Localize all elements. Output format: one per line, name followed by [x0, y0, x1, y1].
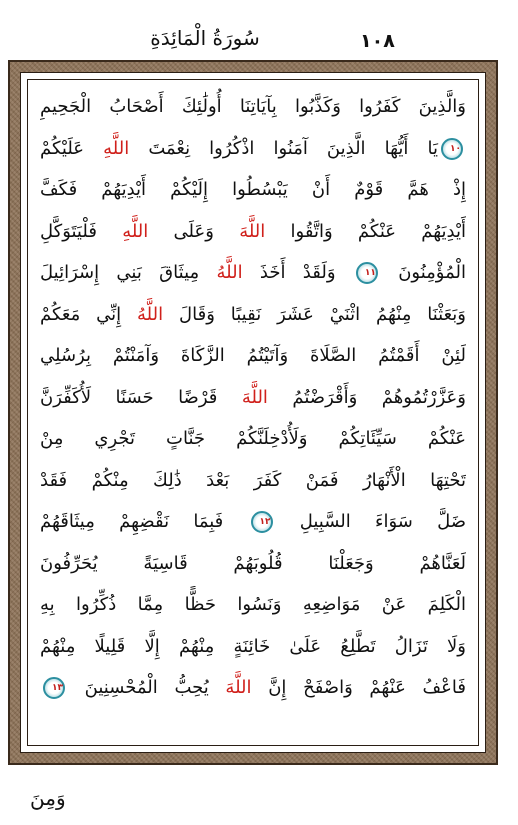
verse-line: [40, 586, 466, 624]
verse-text: فَلْيَتَوَكَّلِ: [40, 220, 123, 242]
ayah-number-marker: ١٠: [441, 138, 463, 160]
surah-title: سُورَةُ الْمَائِدَةِ: [150, 26, 260, 50]
verse-text: تَحْتِهَا الْأَنْهَارُ فَمَنْ كَفَرَ بَعْدَ ذَٰلِكَ مِنْكُمْ فَقَدْ: [40, 469, 466, 491]
verse-line: [40, 130, 466, 168]
verse-text: قَرْضًا حَسَنًا لَأُكَفِّرَنَّ: [40, 386, 242, 408]
verse-text: أَيْدِيَهُمْ عَنْكُمْ وَاتَّقُوا: [265, 220, 466, 242]
verse-text-area: [27, 79, 479, 746]
divine-name: اللَّهِ: [103, 137, 130, 159]
ayah-number-marker: ١٢: [251, 511, 273, 533]
verse-text: يُحِبُّ الْمُحْسِنِينَ: [68, 677, 226, 698]
verse-line: [40, 420, 466, 458]
verse-line: [40, 503, 466, 541]
verse-text: وَلَا تَزَالُ تَطَّلِعُ عَلَىٰ خَائِنَةٍ مِنْهُمْ إِلَّا قَلِيلًا مِنْهُمْ: [40, 635, 466, 657]
verse-text: ضَلَّ سَوَاءَ السَّبِيلِ: [275, 511, 466, 532]
text-frame: [20, 72, 486, 753]
verse-line: [40, 171, 466, 209]
verse-text: وَلَقَدْ أَخَذَ: [242, 262, 353, 283]
verse-line: [40, 337, 466, 375]
verse-text: فَاعْفُ عَنْهُمْ وَاصْفَحْ إِنَّ: [251, 677, 466, 698]
ayah-number-marker: ١١: [356, 262, 378, 284]
verse-line: [40, 545, 466, 583]
verse-text: لَعَنَّاهُمْ وَجَعَلْنَا قُلُوبَهُمْ قَاسِيَةً يُحَرِّفُونَ: [40, 552, 466, 574]
verse-text: مِيثَاقَ بَنِي إِسْرَائِيلَ: [40, 262, 217, 283]
verse-line: [40, 213, 466, 251]
catchword: وَمِنَ: [30, 786, 66, 810]
verse-line: [40, 88, 466, 126]
verse-line: [40, 628, 466, 666]
verse-text: وَعَزَّرْتُمُوهُمْ وَأَقْرَضْتُمُ: [267, 386, 466, 408]
verse-text: وَالَّذِينَ كَفَرُوا وَكَذَّبُوا بِآيَاتِنَا أُولَٰئِكَ أَصْحَابُ الْجَحِيمِ: [40, 96, 466, 117]
ayah-number-marker: ١٣: [43, 677, 65, 699]
verse-text: وَعَلَى: [148, 220, 240, 242]
divine-name: اللَّهَ: [239, 220, 266, 242]
verse-text: وَبَعَثْنَا مِنْهُمُ اثْنَيْ عَشَرَ نَقِيبًا وَقَالَ: [163, 303, 466, 325]
verse-line: [40, 669, 466, 707]
divine-name: اللَّهَ: [225, 677, 252, 698]
divine-name: اللَّهَ: [241, 386, 268, 408]
verse-text: يَا أَيُّهَا الَّذِينَ آمَنُوا اذْكُرُوا نِعْمَتَ: [129, 137, 439, 159]
divine-name: اللَّهُ: [137, 303, 164, 325]
verse-text: فَبِمَا نَقْضِهِمْ مِيثَاقَهُمْ: [40, 511, 248, 532]
verse-line: [40, 462, 466, 500]
verse-text: عَلَيْكُمْ: [40, 137, 104, 159]
divine-name: اللَّهِ: [122, 220, 149, 242]
verse-text: لَئِنْ أَقَمْتُمُ الصَّلَاةَ وَآتَيْتُمُ الزَّكَاةَ وَآمَنْتُمْ بِرُسُلِي: [40, 345, 466, 366]
verse-text: إِنِّي مَعَكُمْ: [40, 303, 138, 325]
verse-line: [40, 379, 466, 417]
verse-line: [40, 296, 466, 334]
divine-name: اللَّهُ: [216, 262, 243, 283]
verse-text: إِذْ هَمَّ قَوْمٌ أَنْ يَبْسُطُوا إِلَيْكُمْ أَيْدِيَهُمْ فَكَفَّ: [40, 179, 466, 200]
verse-line: [40, 254, 466, 292]
verse-text: الْمُؤْمِنُونَ: [380, 262, 466, 283]
page-number: ١٠٨: [360, 30, 395, 52]
verse-text: الْكَلِمَ عَنْ مَوَاضِعِهِ وَنَسُوا حَظًّا مِمَّا ذُكِّرُوا بِهِ: [40, 594, 466, 615]
verse-text: عَنْكُمْ سَيِّئَاتِكُمْ وَلَأُدْخِلَنَّكُمْ جَنَّاتٍ تَجْرِي مِنْ: [40, 428, 466, 449]
